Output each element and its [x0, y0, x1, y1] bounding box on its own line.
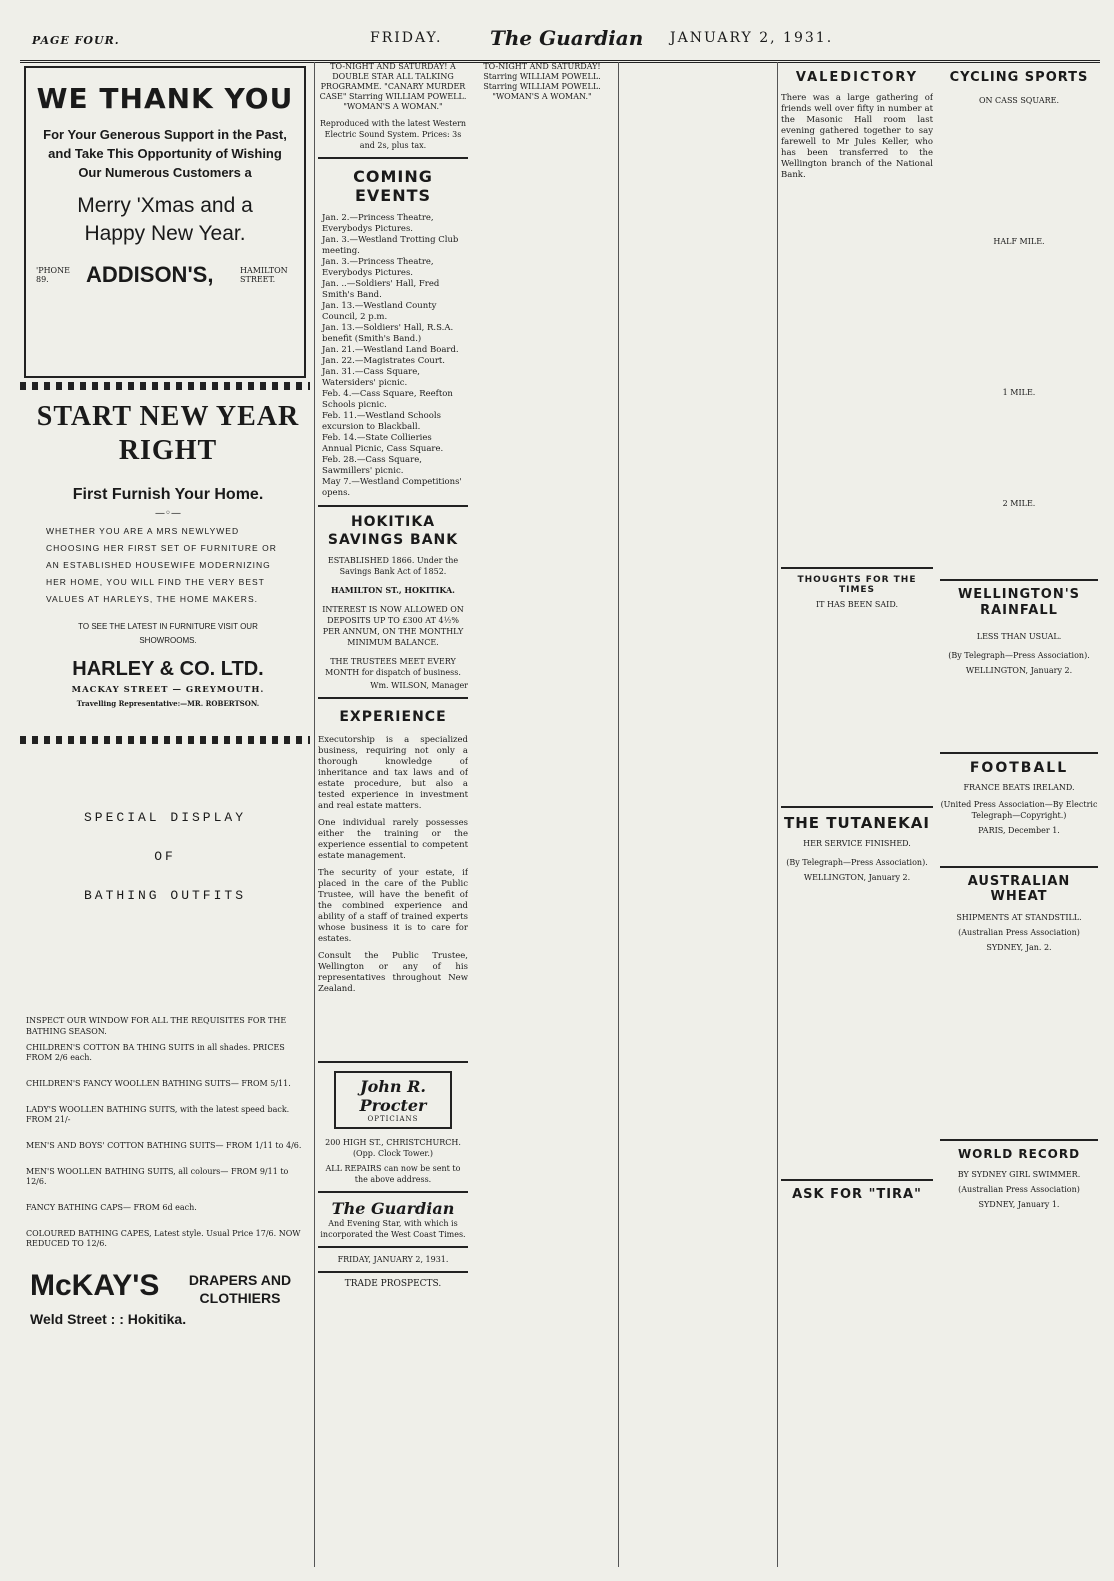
cycling-two-mile: 2 MILE.	[1002, 499, 1036, 508]
column-2	[318, 62, 468, 1567]
coming-events-title: COMING EVENTS	[353, 167, 433, 205]
procter-role: OPTICIANS	[367, 1115, 419, 1123]
record-subtitle: BY SYDNEY GIRL SWIMMER.	[957, 1170, 1081, 1179]
bathing-list	[26, 1043, 304, 1249]
bathing-intro: INSPECT OUR WINDOW FOR ALL THE REQUISITES FOR THE BATHING SEASON.	[26, 1016, 287, 1036]
event-item: Jan. 2.—Princess Theatre, Everybodys Pictures.	[322, 213, 434, 234]
column-4	[781, 62, 933, 1567]
events-list	[318, 213, 468, 499]
addisons-message: For Your Generous Support in the Past, and Take This Opportunity of Wishing Our Numerous Customers a	[43, 127, 287, 180]
addisons-shop: ADDISON'S,	[86, 262, 214, 287]
masthead	[20, 26, 1100, 63]
wheat-title: AUSTRALIAN WHEAT	[967, 874, 1071, 904]
event-item: Jan. 21.—Westland Land Board.	[322, 345, 459, 355]
football-title: FOOTBALL	[969, 760, 1069, 776]
procter-note: ALL REPAIRS can now be sent to the above address.	[325, 1164, 461, 1184]
tutanekai-byline: (By Telegraph—Press Association).	[786, 858, 928, 867]
border-decoration	[20, 736, 310, 744]
tutanekai-title: THE TUTANEKAI	[784, 814, 930, 832]
bathing-item: CHILDREN'S COTTON BA THING SUITS in all shades. PRICES FROM 2/6 each.	[26, 1043, 285, 1062]
bathing-item: COLOURED BATHING CAPES, Latest style. Usual Price 17/6. NOW REDUCED TO 12/6.	[26, 1229, 301, 1248]
experience-title: EXPERIENCE	[339, 709, 447, 725]
addisons-street: HAMILTON STREET.	[240, 266, 288, 284]
mckays-trade: DRAPERS AND CLOTHIERS	[188, 1272, 292, 1306]
harley-representative: Travelling Representative:—MR. ROBERTSON.	[76, 699, 260, 708]
event-item: May 7.—Westland Competitions' opens.	[322, 477, 462, 498]
mckays-ad	[20, 748, 310, 1490]
football-dateline: PARIS, December 1.	[978, 826, 1060, 835]
harley-street: MACKAY STREET — GREYMOUTH.	[71, 685, 265, 695]
bathing-title-2: OF	[154, 849, 176, 864]
cycling-half-mile: HALF MILE.	[993, 237, 1045, 246]
cycling-title: CYCLING SPORTS	[949, 70, 1089, 85]
guardian-date: FRIDAY, JANUARY 2, 1931.	[337, 1255, 449, 1264]
column-rule	[618, 62, 619, 1567]
bank-established: ESTABLISHED 1866. Under the Savings Bank Act of 1852.	[327, 556, 459, 576]
addisons-title: WE THANK YOU	[36, 82, 294, 115]
addisons-phone: 'PHONE 89.	[36, 266, 70, 284]
thoughts-title: THOUGHTS FOR THE TIMES	[797, 575, 917, 595]
guardian-subtitle: And Evening Star, with which is incorporated the West Coast Times.	[320, 1219, 466, 1239]
column-3	[622, 62, 774, 1567]
cycling-one-mile: 1 MILE.	[1002, 388, 1036, 397]
column-5	[940, 62, 1098, 1567]
theatre-ad-right: TO-NIGHT AND SATURDAY! Starring WILLIAM POWELL. Starring WILLIAM POWELL. "WOMAN'S A WOMAN."	[483, 62, 601, 101]
newspaper-name: The Guardian	[490, 26, 644, 50]
bank-trustees: THE TRUSTEES MEET EVERY MONTH for dispatch of business.	[325, 657, 461, 677]
ornament-icon: —◦—	[155, 508, 181, 519]
tutanekai-dateline: WELLINGTON, January 2.	[803, 873, 911, 882]
bathing-item: CHILDREN'S FANCY WOOLLEN BATHING SUITS— FROM 5/11.	[26, 1079, 291, 1088]
record-dateline: SYDNEY, January 1.	[978, 1200, 1060, 1209]
experience-p3: The security of your estate, if placed in the care of the Public Trustee, will have the benefit of the combined experience and ability of a staff of trained experts whose business it is to care for estates.	[318, 868, 468, 944]
event-item: Jan. 13.—Westland County Council, 2 p.m.	[322, 301, 437, 322]
theatre-ad-left: TO-NIGHT AND SATURDAY! A DOUBLE STAR ALL TALKING PROGRAMME. "CANARY MURDER CASE" Starring WILLIAM POWELL. "WOMAN'S A WOMAN."	[319, 62, 467, 111]
column-rule	[314, 62, 315, 1567]
rainfall-dateline: WELLINGTON, January 2.	[965, 666, 1073, 675]
cycling-subtitle: ON CASS SQUARE.	[978, 96, 1060, 105]
mckays-name: McKAY'S	[30, 1269, 160, 1302]
valedictory-title: VALEDICTORY	[795, 70, 919, 85]
bathing-title-1: SPECIAL DISPLAY	[83, 810, 247, 825]
experience-p4: Consult the Public Trustee, Wellington or any of his representatives throughout New Zealand.	[318, 951, 468, 994]
event-item: Jan. 13.—Soldiers' Hall, R.S.A. benefit (Smith's Band.)	[322, 323, 454, 344]
theatre-note: Reproduced with the latest Western Electric Sound System. Prices: 3s and 2s, plus tax.	[319, 119, 467, 150]
wheat-subtitle: SHIPMENTS AT STANDSTILL.	[956, 913, 1082, 922]
tira-title: ASK FOR "TIRA"	[792, 1187, 922, 1202]
event-item: Jan. 31.—Cass Square, Watersiders' picnic.	[322, 367, 420, 388]
page-number: PAGE FOUR.	[32, 34, 120, 47]
wheat-byline: (Australian Press Association)	[958, 928, 1080, 937]
football-byline: (United Press Association—By Electric Telegraph—Copyright.)	[940, 800, 1098, 820]
harley-subtitle: First Furnish Your Home.	[72, 486, 264, 503]
bank-title: HOKITIKA SAVINGS BANK	[327, 514, 459, 548]
record-byline: (Australian Press Association)	[958, 1185, 1080, 1194]
procter-logo: John R. Procter	[359, 1077, 427, 1115]
column-ads-left	[20, 62, 310, 1567]
column-rule	[777, 62, 778, 1567]
border-decoration	[20, 382, 310, 390]
experience-p2: One individual rarely possesses either the training or the experience essential to competent estate management.	[318, 818, 468, 861]
addisons-ad	[24, 66, 306, 378]
bank-address: HAMILTON ST., HOKITIKA.	[331, 585, 455, 595]
mckays-street: Weld Street : : Hokitika.	[30, 1311, 187, 1327]
guardian-title: The Guardian	[331, 1199, 455, 1218]
event-item: Feb. 11.—Westland Schools excursion to Blackball.	[322, 411, 441, 432]
rainfall-title: WELLINGTON'S RAINFALL	[957, 587, 1081, 618]
addisons-greeting: Merry 'Xmas and a Happy New Year.	[77, 194, 253, 245]
rainfall-subtitle: LESS THAN USUAL.	[976, 632, 1062, 641]
harley-title: START NEW YEAR RIGHT	[36, 401, 300, 466]
harley-body: WHETHER YOU ARE A MRS NEWLYWED CHOOSING HER FIRST SET OF FURNITURE OR AN ESTABLISHED HOUSEWIFE MODERNIZING HER HOME, YOU WILL FIND THE VERY BEST VALUES AT HARLEYS, THE HOME MAKERS.	[46, 526, 277, 604]
bank-manager: Wm. WILSON, Manager	[370, 681, 468, 690]
bank-interest: INTEREST IS NOW ALLOWED ON DEPOSITS UP TO £300 AT 4½% PER ANNUM, ON THE MONTHLY MINIMUM BALANCE.	[322, 605, 464, 647]
event-item: Feb. 14.—State Collieries Annual Picnic, Cass Square.	[322, 433, 444, 454]
bathing-item: FANCY BATHING CAPS— FROM 6d each.	[26, 1203, 197, 1212]
event-item: Jan. 22.—Magistrates Court.	[322, 356, 445, 366]
football-subtitle: FRANCE BEATS IRELAND.	[963, 783, 1075, 792]
harley-ad	[20, 394, 310, 732]
wheat-dateline: SYDNEY, Jan. 2.	[986, 943, 1052, 952]
rainfall-byline: (By Telegraph—Press Association).	[948, 651, 1090, 660]
bathing-item: MEN'S WOOLLEN BATHING SUITS, all colours— FROM 9/11 to 12/6.	[26, 1167, 289, 1186]
event-item: Jan. ..—Soldiers' Hall, Fred Smith's Band.	[322, 279, 440, 300]
masthead-date: JANUARY 2, 1931.	[670, 30, 834, 46]
tutanekai-subtitle: HER SERVICE FINISHED.	[803, 839, 911, 848]
bathing-title-3: BATHING OUTFITS	[83, 888, 247, 903]
masthead-day: FRIDAY.	[370, 30, 443, 46]
harley-name: HARLEY & CO. LTD.	[72, 658, 264, 680]
procter-address: 200 HIGH ST., CHRISTCHURCH. (Opp. Clock Tower.)	[325, 1138, 461, 1158]
event-item: Jan. 3.—Westland Trotting Club meeting.	[322, 235, 459, 256]
bathing-item: LADY'S WOOLLEN BATHING SUITS, with the latest speed back. FROM 21/-	[26, 1105, 290, 1124]
trade-prospects-headline: TRADE PROSPECTS.	[344, 1279, 442, 1289]
valedictory-body: There was a large gathering of friends well over fifty in number at the Masonic Hall room last evening gathered together to say farewell to Mr Jules Keller, who has been transferred to the Wellington branch of the National Bank.	[781, 93, 933, 180]
harley-showrooms: TO SEE THE LATEST IN FURNITURE VISIT OUR SHOWROOMS.	[78, 622, 258, 645]
bathing-item: MEN'S AND BOYS' COTTON BATHING SUITS— FROM 1/11 to 4/6.	[26, 1141, 302, 1150]
column-2b	[470, 62, 614, 1567]
event-item: Feb. 28.—Cass Square, Sawmillers' picnic.	[322, 455, 422, 476]
experience-p1: Executorship is a specialized business, requiring not only a thorough knowledge of inheritance and tax laws and of estate procedure, but also a tested experience in investment and real estate matters.	[318, 735, 468, 811]
event-item: Jan. 3.—Princess Theatre, Everybodys Pictures.	[322, 257, 434, 278]
record-title: WORLD RECORD	[957, 1147, 1081, 1161]
thoughts-subtitle: IT HAS BEEN SAID.	[815, 600, 898, 609]
event-item: Feb. 4.—Cass Square, Reefton Schools picnic.	[322, 389, 453, 410]
